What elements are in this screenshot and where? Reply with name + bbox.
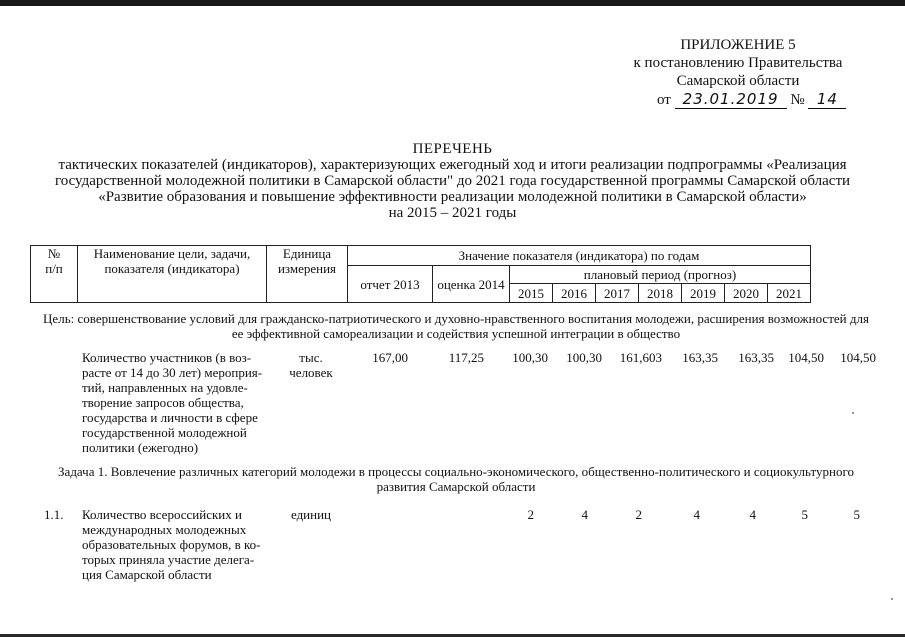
handwritten-number: 14 <box>808 90 846 109</box>
header-year: 2019 <box>682 284 725 303</box>
task-value-2020: 5 <box>801 507 808 522</box>
goal-value-2016: 100,30 <box>566 350 602 365</box>
goal-indicator-name-line: государственной молодежной <box>82 425 247 440</box>
task-value-2015: 2 <box>527 507 534 522</box>
task-indicator-name-line: торых приняла участие делега- <box>82 552 255 567</box>
goal-value-2019: 163,35 <box>738 350 774 365</box>
task-value-2016: 4 <box>581 507 588 522</box>
header-year: 2021 <box>768 284 811 303</box>
header-year: 2020 <box>725 284 768 303</box>
goal-value-2021: 104,50 <box>840 350 876 365</box>
appendix-date-line <box>657 90 846 109</box>
goal-value-2015: 100,30 <box>512 350 548 365</box>
goal-value-2020: 104,50 <box>788 350 824 365</box>
task-line-2: развития Самарской области <box>376 479 536 494</box>
header-year: 2018 <box>639 284 682 303</box>
header-name-line-2: показателя (индикатора) <box>104 261 240 276</box>
goal-indicator-name-line: тий, направленных на удовле- <box>82 380 248 395</box>
header-estimate-2014: оценка 2014 <box>433 266 510 303</box>
handwritten-date: 23.01.2019 <box>675 90 787 109</box>
goal-unit-line-1: тыс. <box>299 350 323 365</box>
task-indicator-name-line: ция Самарской области <box>82 567 212 582</box>
appendix-block <box>618 36 858 90</box>
heading-line-4: на 2015 – 2021 годы <box>388 205 517 221</box>
task-indicator-name-line: международных молодежных <box>82 522 247 537</box>
goal-report-2013: 167,00 <box>372 350 408 365</box>
header-unit <box>267 246 348 303</box>
goal-indicator-unit <box>276 350 346 380</box>
goal-estimate-2014: 117,25 <box>448 350 484 365</box>
appendix-line-2: Самарской области <box>676 73 800 89</box>
goal-indicator-name <box>82 350 272 455</box>
document-title: ПЕРЕЧЕНЬ <box>412 141 493 157</box>
header-unit-line-1: Единица <box>282 246 332 261</box>
goal-value-2018: 163,35 <box>682 350 718 365</box>
header-year: 2017 <box>596 284 639 303</box>
goal-line-2: ее эффективной самореализации и содействия успешной интеграции в общество <box>231 326 681 341</box>
task-value-2017: 2 <box>635 507 642 522</box>
header-year: 2016 <box>553 284 596 303</box>
task-indicator-unit: единиц <box>290 507 332 522</box>
header-num-line-2: п/п <box>45 261 63 276</box>
scan-speck <box>852 412 854 414</box>
goal-indicator-name-line: творение запросов общества, <box>82 395 244 410</box>
goal-indicator-name-line: политики (ежегодно) <box>82 440 199 455</box>
task-indicator-name-line: образовательных форумов, в ко- <box>82 537 261 552</box>
scan-speck <box>891 598 893 600</box>
header-plan-period: плановый период (прогноз) <box>510 266 811 284</box>
heading-line-3: «Развитие образования и повышение эффективности реализации молодежной политики в Самарской области» <box>98 189 807 205</box>
heading-line-2: государственной молодежной политики в Самарской области" до 2021 года государственной программы Самарской области <box>54 173 851 189</box>
document-heading <box>20 141 885 221</box>
top-scan-border <box>0 0 905 6</box>
task-indicator-name-line: Количество всероссийских и <box>82 507 242 522</box>
goal-unit-line-2: человек <box>289 365 333 380</box>
header-unit-line-2: измерения <box>277 261 337 276</box>
header-values-title: Значение показателя (индикатора) по годам <box>348 246 811 266</box>
goal-value-2017: 161,603 <box>619 350 662 365</box>
goal-indicator-name-line: государства и личности в сфере <box>82 410 258 425</box>
header-num-line-1: № <box>47 246 61 261</box>
task-value-2021: 5 <box>853 507 860 522</box>
goal-line-1: Цель: совершенствование условий для гражданско-патриотического и духовно-нравственного воспитания молодежи, расширения возможностей для <box>43 311 869 326</box>
appendix-line-1: к постановлению Правительства <box>633 55 843 71</box>
task-value-2019: 4 <box>749 507 756 522</box>
goal-indicator-name-line: расте от 14 до 30 лет) мероприя- <box>82 365 263 380</box>
heading-line-1: тактических показателей (индикаторов), характеризующих ежегодный ход и итоги реализации подпрограммы «Реализация <box>58 157 847 173</box>
header-year: 2015 <box>510 284 553 303</box>
task-row-number: 1.1. <box>44 507 64 522</box>
indicators-table-header <box>30 245 811 303</box>
date-prefix: от <box>657 92 671 108</box>
header-num <box>31 246 78 303</box>
header-name-line-1: Наименование цели, задачи, <box>93 246 251 261</box>
task-statement <box>30 464 882 494</box>
task-line-1: Задача 1. Вовлечение различных категорий молодежи в процессы социально-экономического, общественно-политического и социокультурного <box>58 464 854 479</box>
task-indicator-name <box>82 507 272 582</box>
number-prefix: № <box>790 92 805 108</box>
header-name <box>78 246 267 303</box>
task-value-2018: 4 <box>693 507 700 522</box>
goal-statement <box>30 311 882 341</box>
appendix-title: ПРИЛОЖЕНИЕ 5 <box>680 37 796 53</box>
bottom-scan-border <box>0 634 905 637</box>
goal-indicator-name-line: Количество участников (в воз- <box>82 350 252 365</box>
header-report-2013: отчет 2013 <box>348 266 433 303</box>
